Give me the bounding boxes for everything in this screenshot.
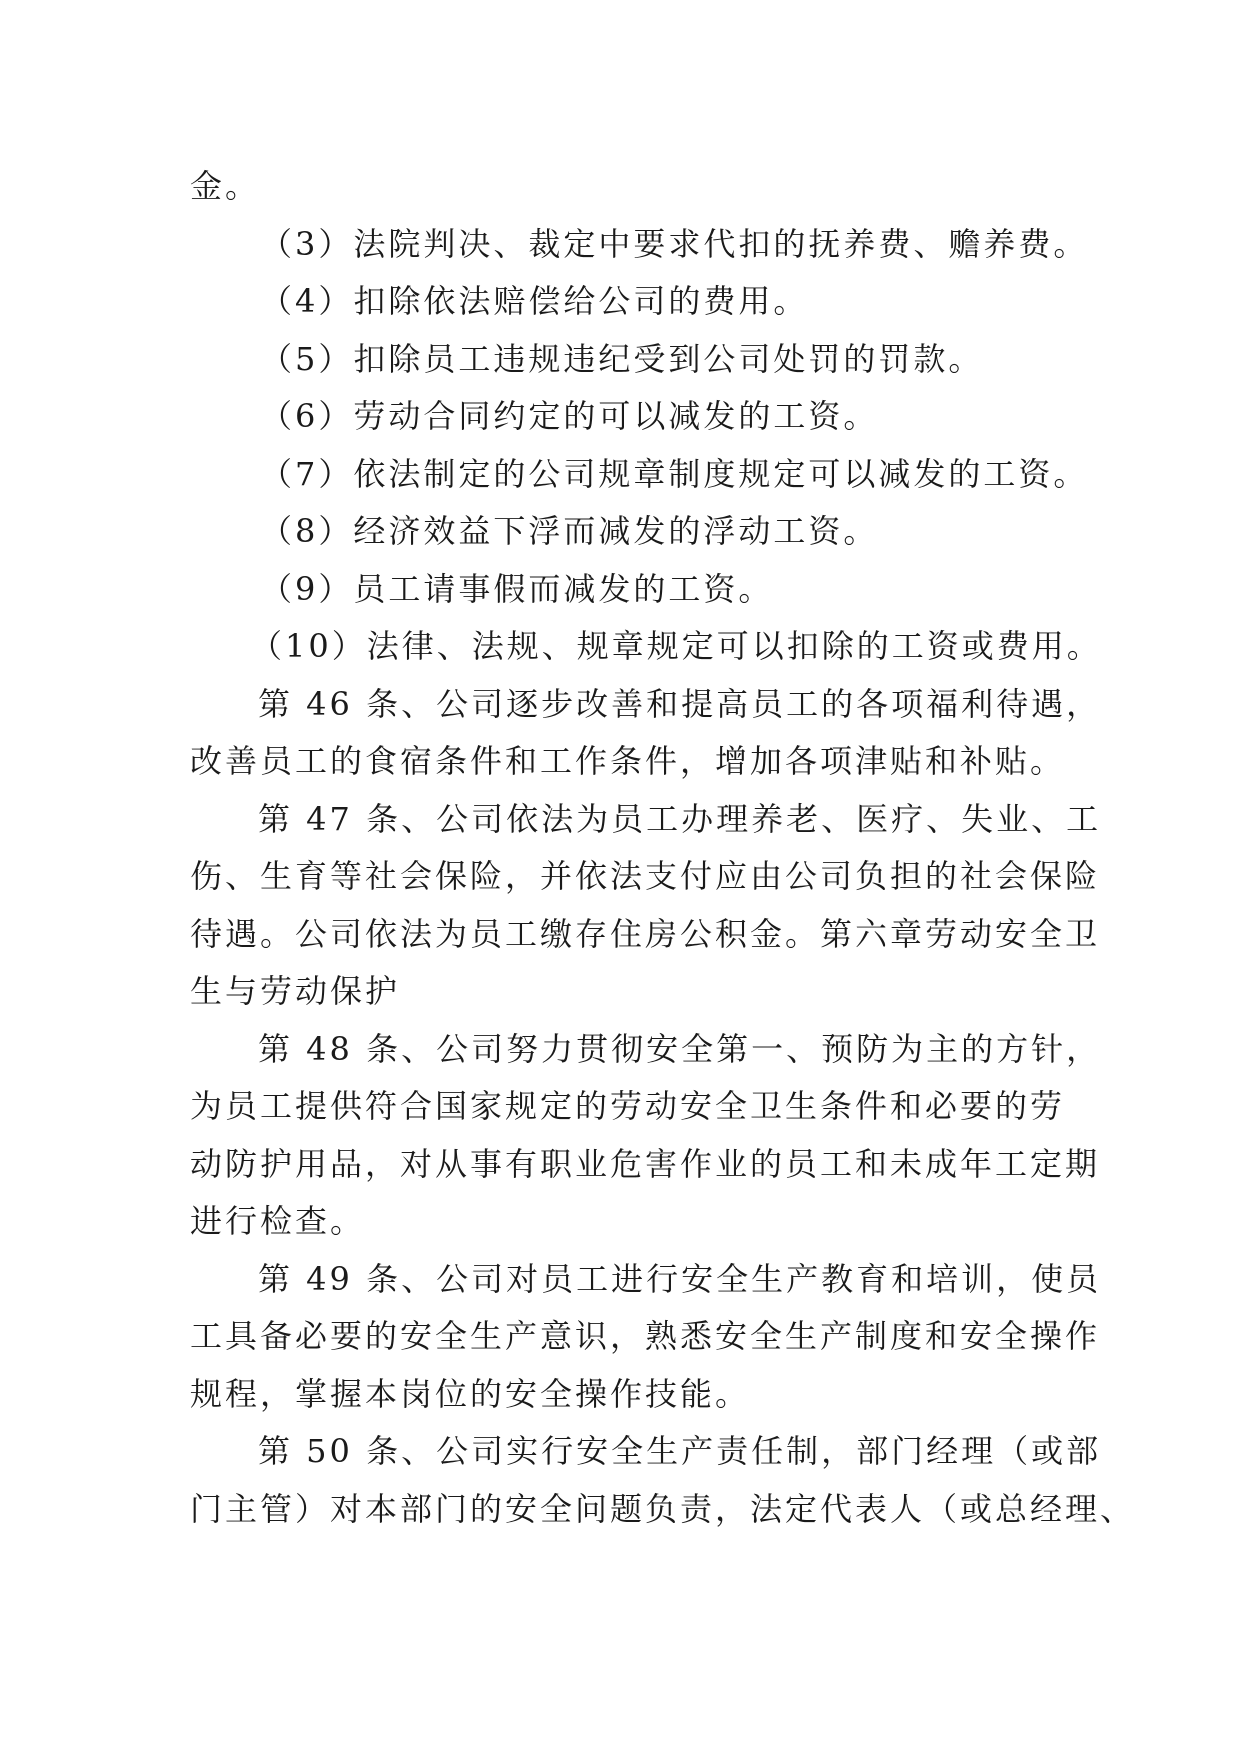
- article-48-start: 第 48 条、公司努力贯彻安全第一、预防为主的方针，: [258, 1029, 1102, 1068]
- text-line: 门主管）对本部门的安全问题负责，法定代表人（或总经理、: [190, 1489, 1136, 1528]
- article-47-start: 第 47 条、公司依法为员工办理养老、医疗、失业、工: [258, 799, 1102, 838]
- text-line: 为员工提供符合国家规定的劳动安全卫生条件和必要的劳: [190, 1087, 1066, 1125]
- list-item: （8）经济效益下浮而减发的浮动工资。: [260, 512, 879, 550]
- document-body: [190, 158, 1136, 1538]
- list-item: （10）法律、法规、规章规定可以扣除的工资或费用。: [250, 627, 1102, 665]
- text-line: 金。: [190, 167, 261, 205]
- list-item: （4）扣除依法赔偿给公司的费用。: [260, 282, 809, 320]
- list-item: （6）劳动合同约定的可以减发的工资。: [260, 397, 879, 435]
- list-item: （7）依法制定的公司规章制度规定可以减发的工资。: [260, 454, 1089, 493]
- text-line: 生与劳动保护: [190, 972, 401, 1010]
- text-line: 待遇。公司依法为员工缴存住房公积金。第六章劳动安全卫: [190, 914, 1101, 953]
- list-item: （3）法院判决、裁定中要求代扣的抚养费、赡养费。: [260, 224, 1089, 263]
- text-line: 动防护用品，对从事有职业危害作业的员工和未成年工定期: [190, 1144, 1101, 1183]
- text-line: 规程，掌握本岗位的安全操作技能。: [190, 1374, 751, 1413]
- article-46-start: 第 46 条、公司逐步改善和提高员工的各项福利待遇，: [258, 684, 1102, 723]
- list-item: （5）扣除员工违规违纪受到公司处罚的罚款。: [260, 339, 984, 378]
- text-line: 改善员工的食宿条件和工作条件，增加各项津贴和补贴。: [190, 742, 1066, 780]
- list-item: （9）员工请事假而减发的工资。: [260, 569, 774, 608]
- text-line: 工具备必要的安全生产意识，熟悉安全生产制度和安全操作: [190, 1317, 1101, 1355]
- text-line: 伤、生育等社会保险，并依法支付应由公司负担的社会保险: [190, 857, 1101, 895]
- article-49-start: 第 49 条、公司对员工进行安全生产教育和培训，使员: [258, 1259, 1102, 1298]
- article-50-start: 第 50 条、公司实行安全生产责任制，部门经理（或部: [258, 1432, 1102, 1470]
- text-line: 进行检查。: [190, 1202, 366, 1240]
